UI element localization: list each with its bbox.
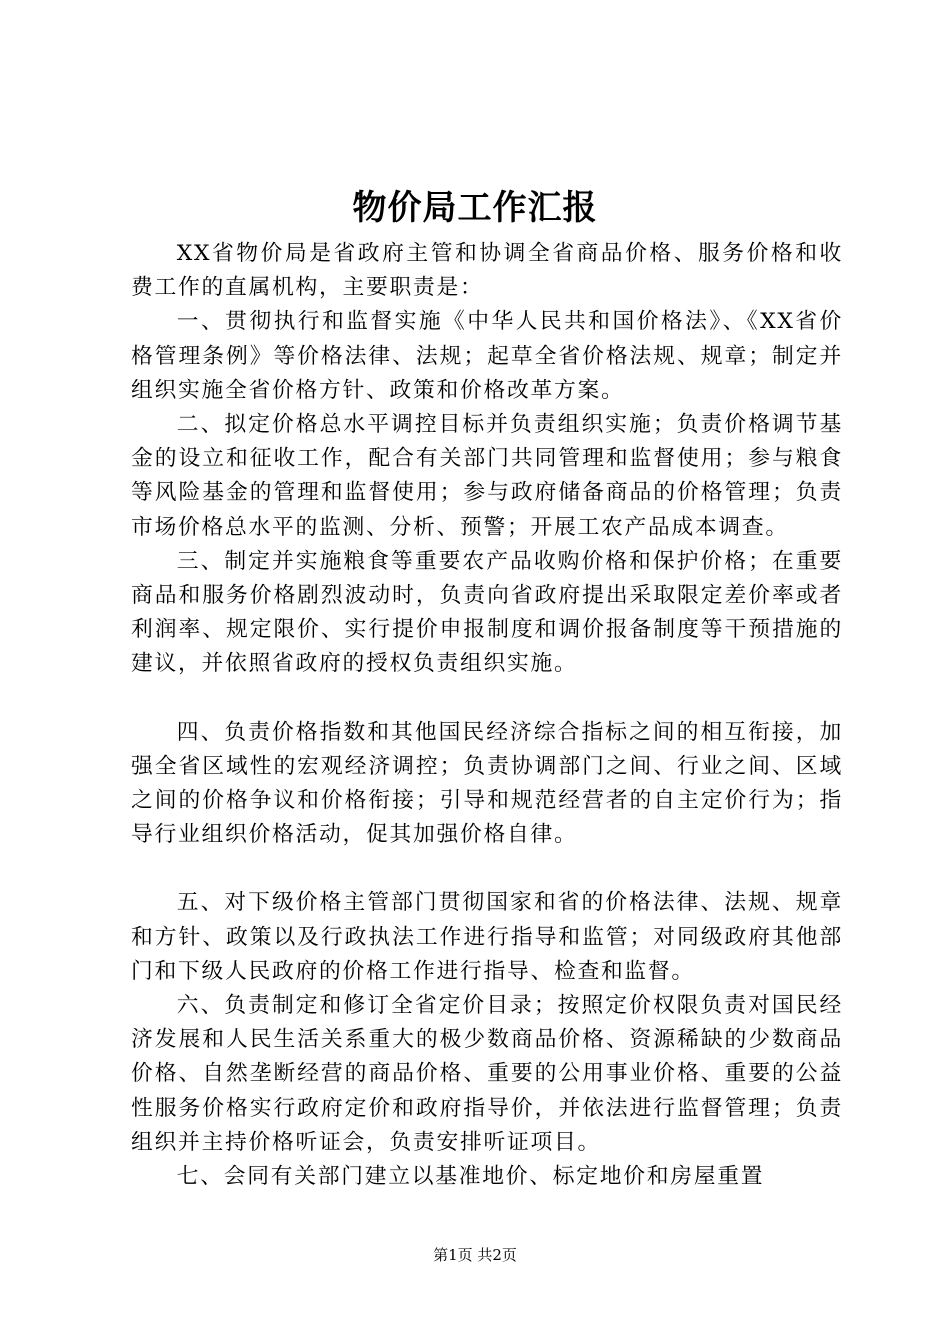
duty-paragraph-2: 二、拟定价格总水平调控目标并负责组织实施；负责价格调节基金的设立和征收工作，配合有关部门共同管理和监督使用；参与粮食等风险基金的管理和监督使用；参与政府储备商品的价格管理；负责市场价格总水平的监测、分析、预警；开展工农产品成本调查。 bbox=[131, 412, 843, 540]
duty-paragraph-1: 一、贯彻执行和监督实施《中华人民共和国价格法》、《XX省价格管理条例》等价格法律、法规；起草全省价格法规、规章；制定并组织实施全省价格方针、政策和价格改革方案。 bbox=[131, 309, 843, 403]
duty-paragraph-6: 六、负责制定和修订全省定价目录；按照定价权限负责对国民经济发展和人民生活关系重大的极少数商品价格、资源稀缺的少数商品价格、自然垄断经营的商品价格、重要的公用事业价格、重要的公益性服务价格实行政府定价和政府指导价，并依法进行监督管理；负责组织并主持价格听证会，负责安排听证项目。 bbox=[131, 993, 843, 1155]
document-title: 物价局工作汇报 bbox=[352, 188, 598, 228]
page-number-footer: 第1页 共2页 bbox=[433, 1246, 517, 1264]
document-body bbox=[131, 237, 843, 1194]
duty-paragraph-7: 七、会同有关部门建立以基准地价、标定地价和房屋重置 bbox=[176, 1164, 765, 1190]
duty-paragraph-3: 三、制定并实施粮食等重要农产品收购价格和保护价格；在重要商品和服务价格剧烈波动时，负责向省政府提出采取限定差价率或者利润率、规定限价、实行提价申报制度和调价报备制度等干预措施的建议，并依照省政府的授权负责组织实施。 bbox=[131, 548, 843, 677]
intro-paragraph: XX省物价局是省政府主管和协调全省商品价格、服务价格和收费工作的直属机构，主要职责是： bbox=[131, 241, 843, 301]
duty-paragraph-5: 五、对下级价格主管部门贯彻国家和省的价格法律、法规、规章和方针、政策以及行政执法工作进行指导和监管；对同级政府其他部门和下级人民政府的价格工作进行指导、检查和监督。 bbox=[131, 890, 843, 984]
duty-paragraph-4: 四、负责价格指数和其他国民经济综合指标之间的相互衔接，加强全省区域性的宏观经济调控；负责协调部门之间、行业之间、区域之间的价格争议和价格衔接；引导和规范经营者的自主定价行为；指导行业组织价格活动，促其加强价格自律。 bbox=[131, 719, 843, 848]
